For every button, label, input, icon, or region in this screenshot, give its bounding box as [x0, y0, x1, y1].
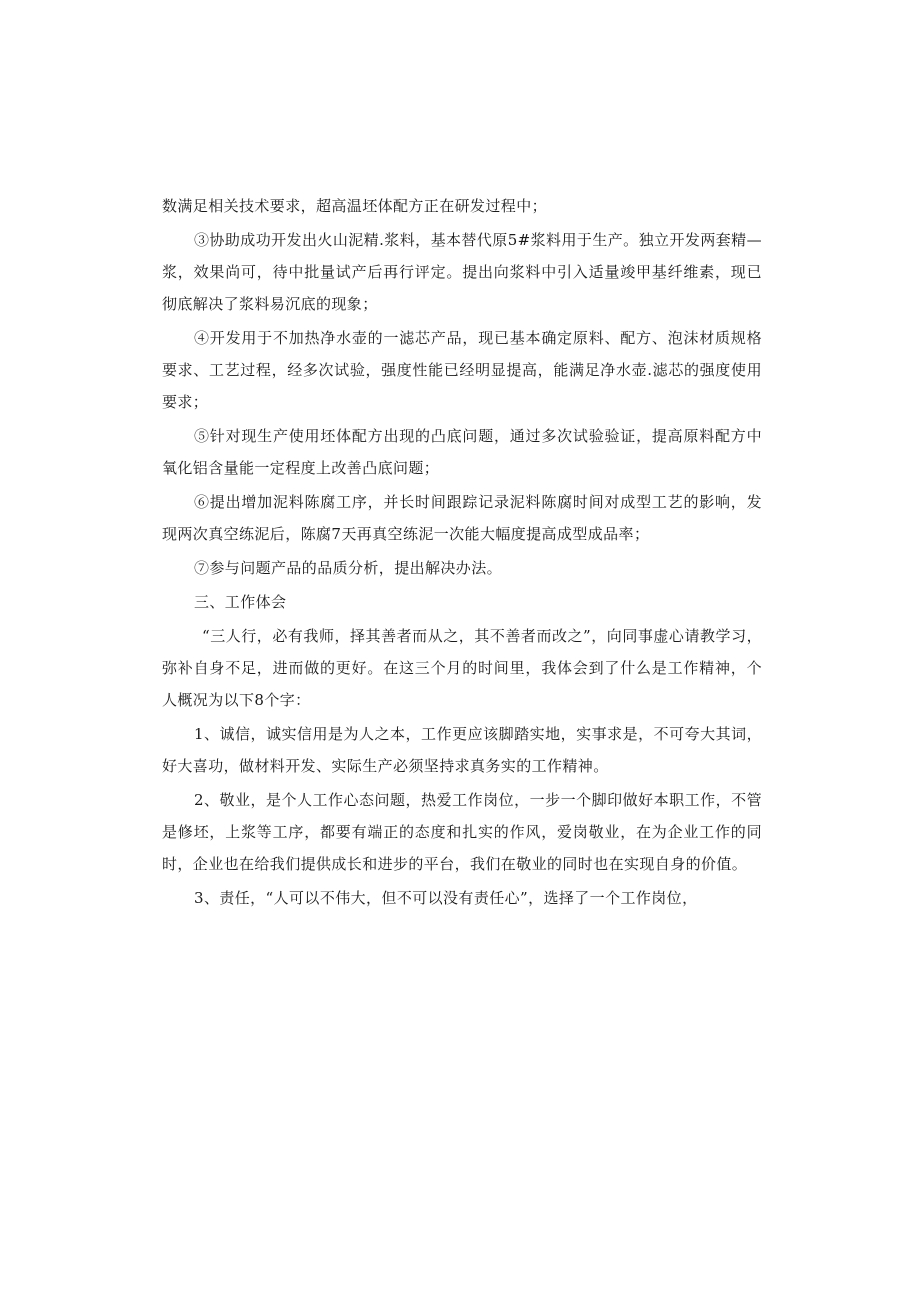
- paragraph-point-3: 3、责任，“人可以不伟大，但不可以没有责任心”，选择了一个工作岗位，: [194, 889, 698, 907]
- paragraph-item-4: ④开发用于不加热净水壶的一滤芯产品，现已基本确定原料、配方、泡沫材质规格要求、工艺过程，经多次试验，强度性能已经明显提高，能满足净水壶.滤芯的强度使用要求；: [162, 329, 762, 411]
- paragraph-point-2: 2、敬业，是个人工作心态问题，热爱工作岗位，一步一个脚印做好本职工作，不管是修坯，上浆等工序，都要有端正的态度和扎实的作风，爱岗敬业，在为企业工作的同时，企业也在给我们提供成长和进步的平台，我们在敬业的同时也在实现自身的价值。: [162, 791, 762, 873]
- document-page: [162, 190, 762, 914]
- paragraph-item-7: ⑦参与问题产品的品质分析，提出解决办法。: [194, 559, 503, 577]
- paragraph-item-5: ⑤针对现生产使用坯体配方出现的凸底问题，通过多次试验验证，提高原料配方中氧化铝含量能一定程度上改善凸底问题；: [162, 427, 762, 477]
- paragraph-item-3: ③协助成功开发出火山泥精.浆料，基本替代原5#浆料用于生产。独立开发两套精—浆，效果尚可，待中批量试产后再行评定。提出向浆料中引入适量竣甲基纤维素，现已彻底解决了浆料易沉底的现象；: [162, 231, 762, 313]
- paragraph-continuation: 数满足相关技术要求，超高温坯体配方正在研发过程中；: [162, 197, 548, 215]
- paragraph-point-1: 1、诚信，诚实信用是为人之本，工作更应该脚踏实地，实事求是，不可夸大其词，好大喜功，做材料开发、实际生产必须坚持求真务实的工作精神。: [162, 725, 762, 775]
- paragraph-quote: “三人行，必有我师，择其善者而从之，其不善者而改之”，向同事虚心请教学习，弥补自身不足，进而做的更好。在这三个月的时间里，我体会到了什么是工作精神，个人概况为以下8个字：: [162, 627, 762, 709]
- section-heading-3: 三、工作体会: [194, 593, 287, 611]
- paragraph-item-6: ⑥提出增加泥料陈腐工序，并长时间跟踪记录泥料陈腐时间对成型工艺的影响，发现两次真空练泥后，陈腐7天再真空练泥一次能大幅度提高成型成品率；: [162, 493, 762, 543]
